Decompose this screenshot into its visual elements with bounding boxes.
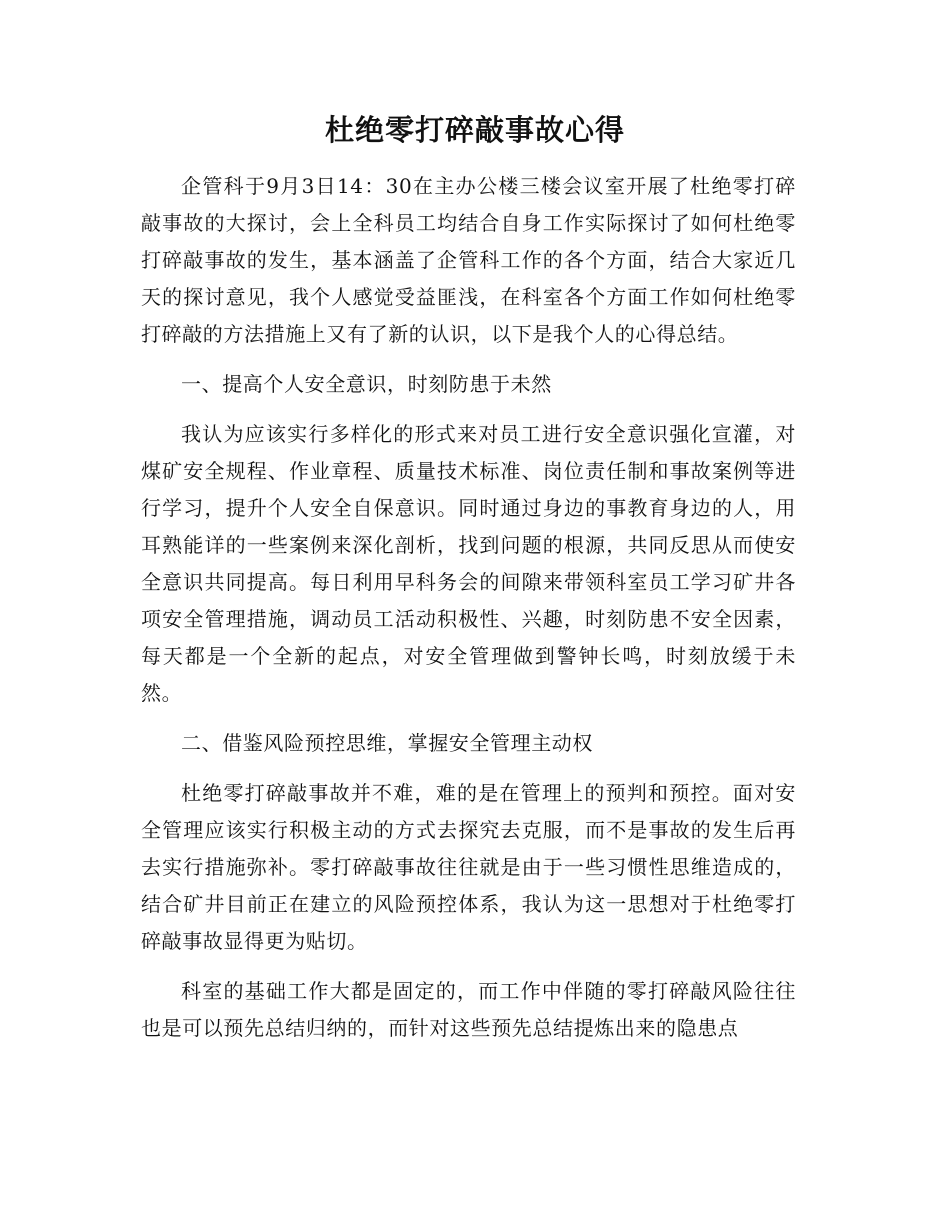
document-body	[141, 168, 796, 1047]
section-heading-2: 二、借鉴风险预控思维，掌握安全管理主动权	[181, 731, 593, 755]
section-heading-1: 一、提高个人安全意识，时刻防患于未然	[181, 372, 552, 396]
paragraph-section-1: 我认为应该实行多样化的形式来对员工进行安全意识强化宣灌，对煤矿安全规程、作业章程、质量技术标准、岗位责任制和事故案例等进行学习，提升个人安全自保意识。同时通过身边的事教育身边的人，用耳熟能详的一些案例来深化剖析，找到问题的根源，共同反思从而使安全意识共同提高。每日利用早科务会的间隙来带领科室员工学习矿井各项安全管理措施，调动员工活动积极性、兴趣，时刻防患不安全因素，每天都是一个全新的起点，对安全管理做到警钟长鸣，时刻放缓于未然。	[141, 422, 796, 705]
paragraph-intro: 企管科于9月3日14：30在主办公楼三楼会议室开展了杜绝零打碎敲事故的大探讨，会上全科员工均结合自身工作实际探讨了如何杜绝零打碎敲事故的发生，基本涵盖了企管科工作的各个方面，结合大家近几天的探讨意见，我个人感觉受益匪浅，在科室各个方面工作如何杜绝零打碎敲的方法措施上又有了新的认识，以下是我个人的心得总结。	[141, 174, 796, 346]
document-title: 杜绝零打碎敲事故心得	[324, 113, 625, 147]
paragraph-section-2-continued: 科室的基础工作大都是固定的，而工作中伴随的零打碎敲风险往往也是可以预先总结归纳的，而针对这些预先总结提炼出来的隐患点	[141, 979, 796, 1040]
paragraph-section-2: 杜绝零打碎敲事故并不难，难的是在管理上的预判和预控。面对安全管理应该实行积极主动的方式去探究去克服，而不是事故的发生后再去实行措施弥补。零打碎敲事故往往就是由于一些习惯性思维造成的，结合矿井目前正在建立的风险预控体系，我认为这一思想对于杜绝零打碎敲事故显得更为贴切。	[141, 781, 796, 953]
